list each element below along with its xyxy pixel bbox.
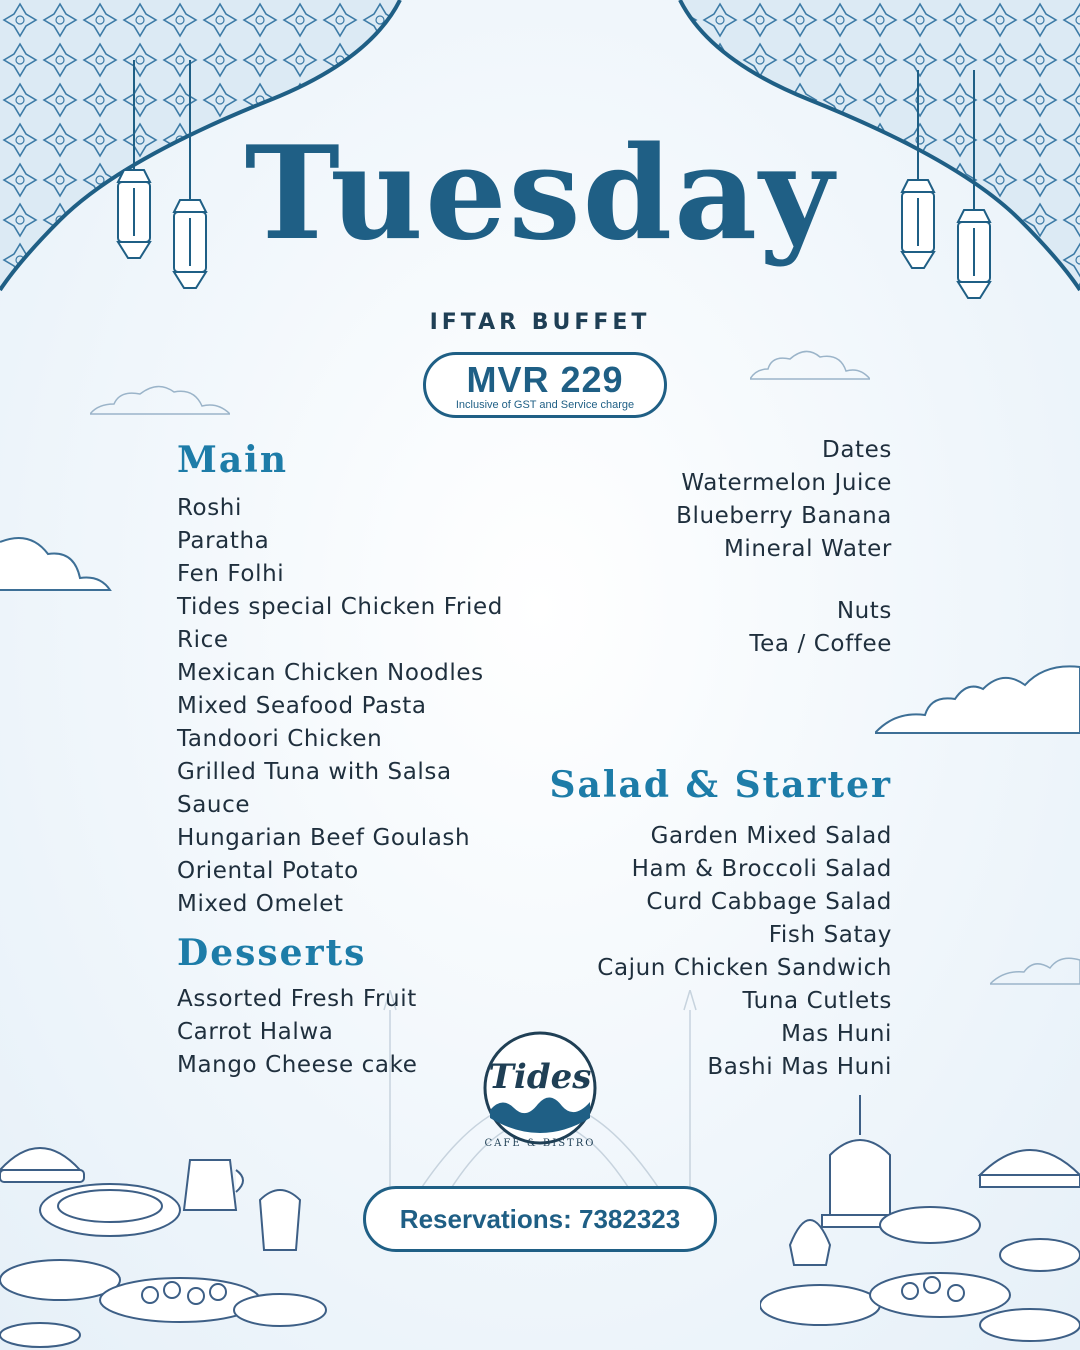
menu-item: Roshi (177, 495, 242, 521)
menu-item: Mixed Seafood Pasta (177, 693, 427, 719)
menu-item: Nuts (836, 598, 892, 624)
salad-starter-list (597, 820, 892, 1084)
section-heading-main: Main (177, 439, 289, 481)
menu-item: Tuna Cutlets (742, 988, 892, 1014)
desserts-list (177, 983, 417, 1082)
menu-item: Hungarian Beef Goulash (177, 825, 471, 851)
price-badge (423, 352, 667, 418)
menu-item: Ham & Broccoli Salad (631, 856, 892, 882)
menu-item: Tea / Coffee (749, 631, 892, 657)
menu-item: Carrot Halwa (177, 1019, 334, 1045)
menu-item: Dates (822, 437, 892, 463)
menu-item: Rice (177, 627, 229, 653)
menu-item: Sauce (177, 792, 251, 818)
logo-wordmark: Tides (488, 1057, 592, 1097)
price-amount: MVR 229 (466, 359, 624, 400)
section-heading-desserts: Desserts (177, 932, 367, 974)
menu-item: Watermelon Juice (681, 470, 892, 496)
menu-item: Paratha (177, 528, 270, 554)
food-illustration (760, 1095, 1080, 1350)
menu-item: Mineral Water (723, 536, 892, 562)
menu-item: Oriental Potato (177, 858, 359, 884)
cloud-icon (0, 520, 120, 610)
menu-item: Mango Cheese cake (177, 1052, 418, 1078)
menu-item: Blueberry Banana (676, 503, 892, 529)
main-menu-list (177, 492, 503, 921)
cloud-icon (90, 380, 230, 420)
event-subtitle: IFTAR BUFFET (429, 310, 651, 335)
menu-item: Mixed Omelet (177, 891, 344, 917)
menu-item: Curd Cabbage Salad (646, 889, 892, 915)
menu-item: Fen Folhi (177, 561, 285, 587)
cloud-icon (750, 345, 870, 385)
menu-item: Fish Satay (768, 922, 892, 948)
menu-item: Mexican Chicken Noodles (177, 660, 484, 686)
reservation-button[interactable]: Reservations: 7382323 (363, 1186, 717, 1252)
menu-item: Tides special Chicken Fried (177, 594, 503, 620)
price-note: Inclusive of GST and Service charge (455, 399, 635, 411)
tides-logo (482, 1030, 598, 1146)
cloud-icon (875, 655, 1080, 745)
menu-item: Assorted Fresh Fruit (177, 986, 417, 1012)
menu-item: Mas Huni (781, 1021, 892, 1047)
menu-item: Cajun Chicken Sandwich (597, 955, 892, 981)
extras-list (749, 595, 892, 661)
cloud-icon (990, 950, 1080, 990)
section-heading-salad-starter: Salad & Starter (549, 764, 892, 806)
menu-item: Garden Mixed Salad (650, 823, 892, 849)
drinks-list (676, 434, 892, 566)
logo-caption: CAFE & BISTRO (484, 1138, 596, 1149)
day-title: Tuesday (244, 119, 836, 269)
menu-item: Grilled Tuna with Salsa (177, 759, 452, 785)
menu-item: Bashi Mas Huni (707, 1054, 892, 1080)
menu-item: Tandoori Chicken (177, 726, 383, 752)
food-illustration (0, 1130, 330, 1350)
